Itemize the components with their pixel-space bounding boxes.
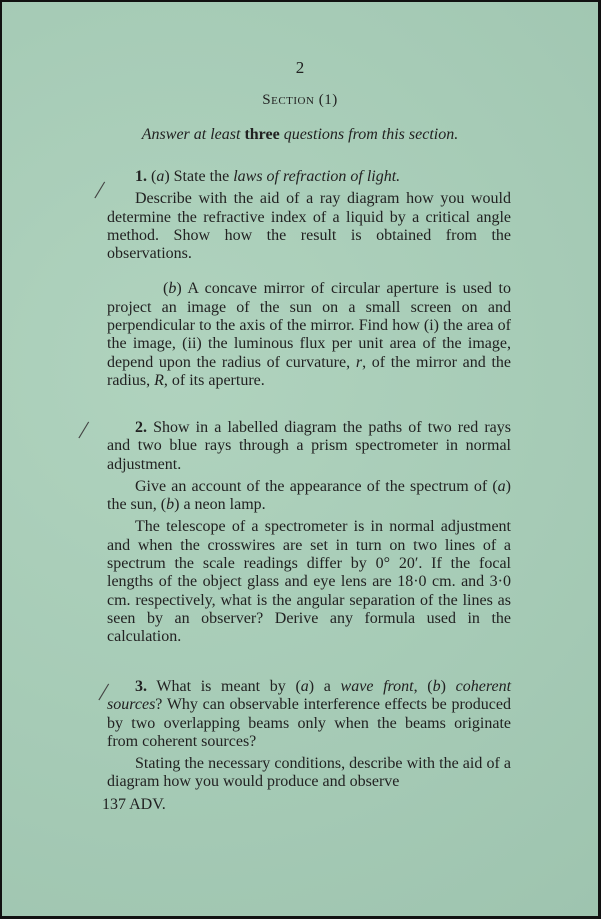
- pencil-mark-1: /: [93, 177, 107, 204]
- question-2: [107, 419, 511, 647]
- section-word: Section: [262, 92, 315, 108]
- q3-wave-front: wave front: [340, 678, 414, 695]
- q1-b-text1: ) A concave mirror of circular aperture is used to project an image of the sun on a small screen on and perpendicular to the axis of the mirror. Find how (i) the area of the image, (ii) the luminous flux per unit area of the image, depend upon the radius of curvature,: [107, 280, 511, 371]
- q2-p2-a: a: [497, 477, 506, 495]
- q1-a-mid: ) State the: [164, 168, 234, 185]
- q3-para-2: Stating the necessary conditions, describe with the aid of a diagram how you would produce and observe: [107, 755, 511, 791]
- q1-part-b: [107, 280, 511, 390]
- q1-b-text3: , of its aperture.: [163, 371, 265, 389]
- q3-number: 3.: [135, 678, 147, 695]
- q1-b-r: r: [355, 353, 363, 371]
- q1-b-text2: , of the mirror and the radius,: [107, 353, 511, 389]
- instruction-post: questions from this section.: [279, 126, 459, 143]
- question-1: [107, 168, 511, 390]
- q3-coherent-sources: coherent sources: [107, 678, 512, 714]
- q1-a-italic: laws of refraction of light.: [233, 168, 401, 185]
- section-heading: [2, 92, 598, 109]
- q2-p2-post: ) a neon lamp.: [174, 496, 266, 514]
- q1-part-a-heading: [107, 168, 511, 186]
- exam-page: [2, 2, 598, 916]
- paper-code: 137 ADV.: [102, 796, 166, 813]
- q3-p1-pre: What is meant by (: [147, 678, 301, 695]
- q3-p1-post: ? Why can observable interference effects be produced by two overlapping beams only when the beams originate from coherent sources?: [107, 696, 511, 750]
- q3-p1-a: a: [300, 678, 309, 695]
- q3-p1-b: b: [432, 678, 441, 695]
- section-num: (1): [318, 92, 338, 108]
- q1-part-a-body: Describe with the aid of a ray diagram how you would determine the refractive index of a liquid by a critical angle method. Show how the result is obtained from the observations.: [107, 190, 511, 263]
- instruction-bold: three: [244, 126, 280, 143]
- q2-number: 2.: [135, 419, 147, 436]
- q2-p2-b: b: [166, 496, 175, 514]
- q1-number: 1.: [135, 168, 147, 185]
- q1-b-paren: (: [163, 280, 169, 298]
- q1-b-letter: b: [168, 280, 177, 298]
- q2-p2-pre: Give an account of the appearance of the spectrum of (: [135, 477, 498, 495]
- section-instruction: [2, 126, 598, 144]
- q3-para-1: [107, 678, 511, 751]
- q2-para-1: [107, 419, 511, 474]
- q3-p1-mid2: , (: [413, 678, 433, 695]
- instruction-pre: Answer at least: [141, 126, 245, 143]
- page-number: 2: [295, 58, 305, 77]
- q2-p2-mid: ) the sun, (: [107, 477, 511, 514]
- pencil-mark-3: /: [97, 679, 111, 706]
- q2-p1-text: Show in a labelled diagram the paths of two red rays and two blue rays through a prism spectrometer in normal adjustment.: [107, 419, 511, 473]
- q2-para-2: [107, 478, 511, 515]
- q1-a-paren: (: [147, 168, 157, 185]
- q1-a-letter: a: [156, 168, 165, 185]
- question-3: [107, 678, 511, 792]
- q1-b-R: R: [154, 371, 164, 389]
- q2-para-3: The telescope of a spectrometer is in normal adjustment and when the crosswires are set in turn on two lines of a spectrum the scale readings differ by 0° 20′. If the focal lengths of the object glass and eye lens are 18·0 cm. and 3·0 cm. respectively, what is the angular separation of the lines as seen by an observer? Derive any formula used in the calculation.: [107, 518, 511, 646]
- q3-p1-mid3: ): [440, 678, 456, 695]
- q3-p1-mid1: ) a: [308, 678, 341, 695]
- pencil-mark-2: /: [77, 417, 91, 444]
